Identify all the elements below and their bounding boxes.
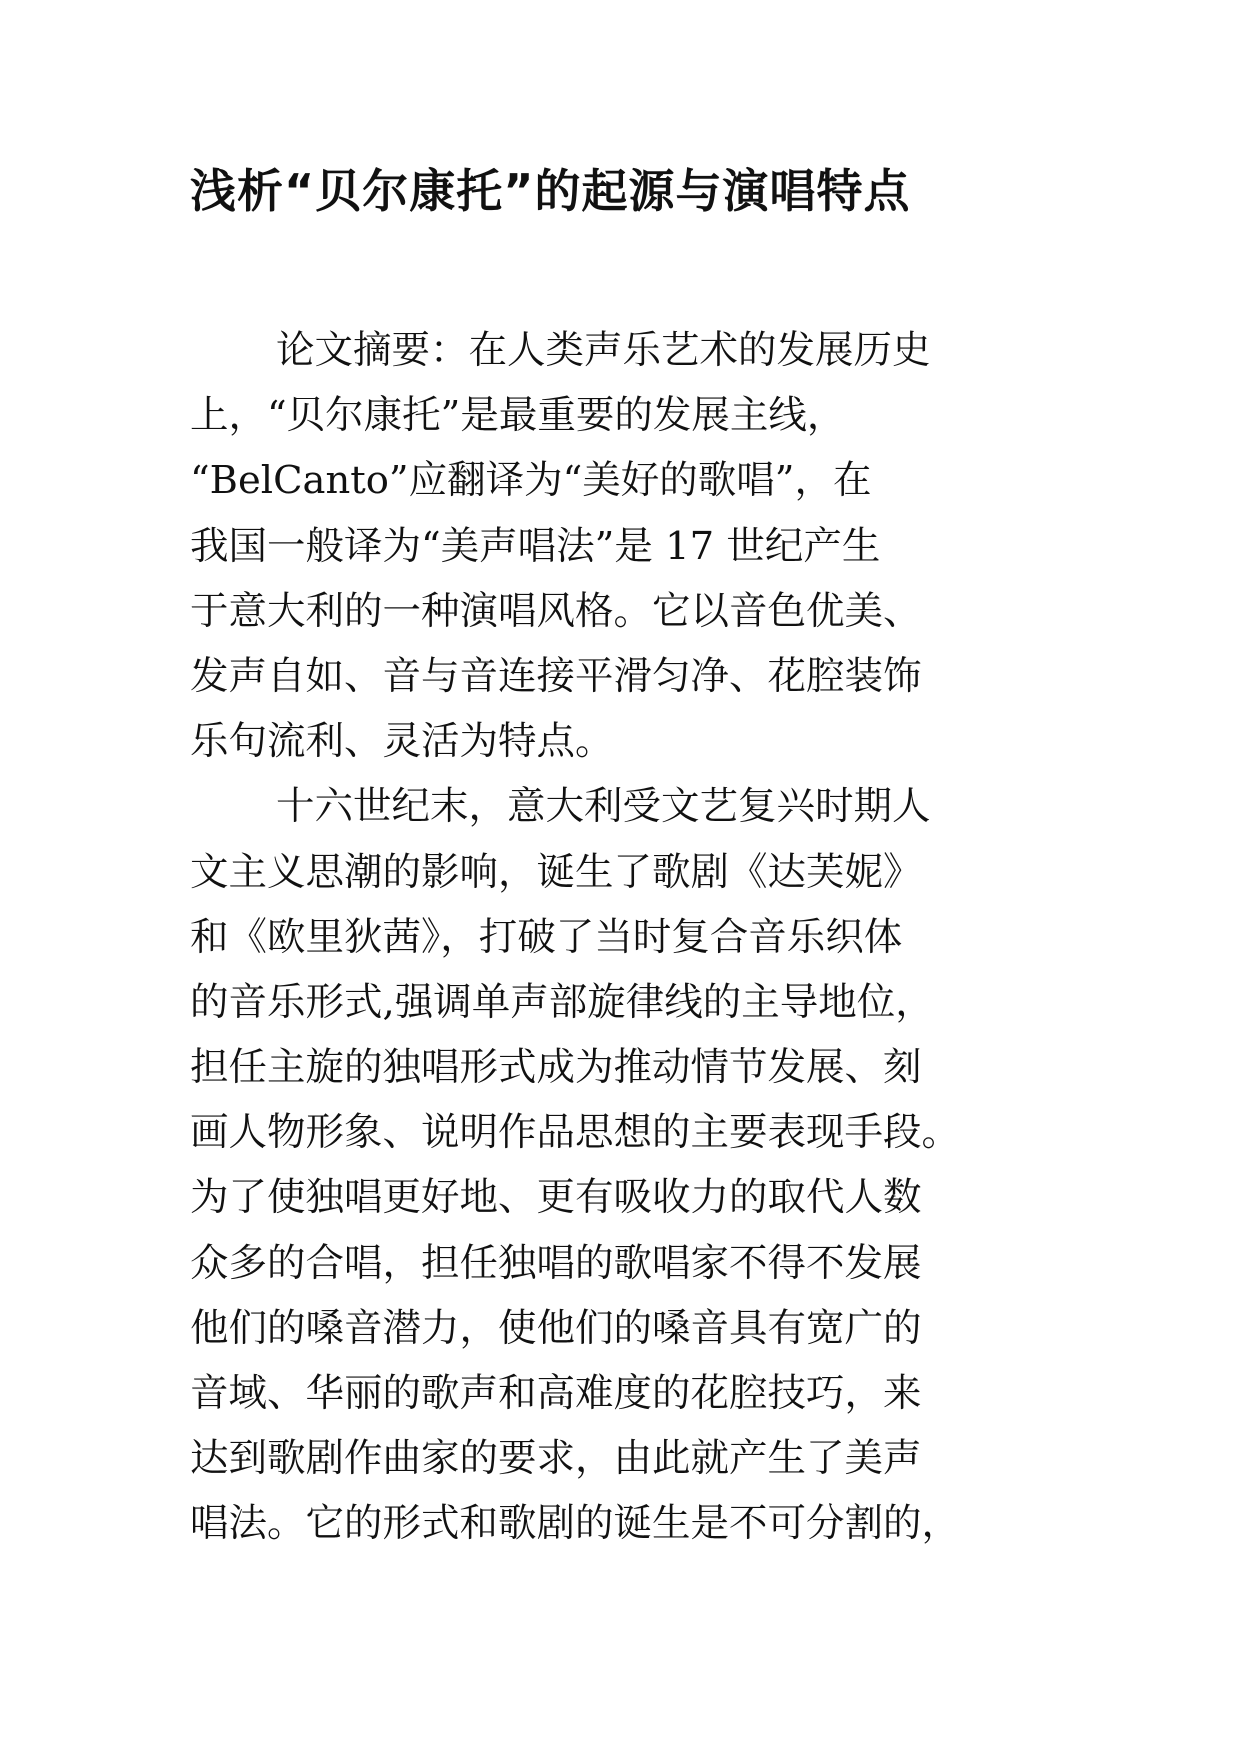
body-paragraph <box>190 774 1090 1556</box>
text-line: 发声自如、音与音连接平滑匀净、花腔装饰 <box>190 653 922 699</box>
text-line: “BelCanto”应翻译为“美好的歌唱”，在 <box>190 458 872 504</box>
text-line: 担任主旋的独唱形式成为推动情节发展、刻 <box>190 1045 922 1091</box>
text-line: 他们的嗓音潜力，使他们的嗓音具有宽广的 <box>190 1305 922 1351</box>
text-line: 达到歌剧作曲家的要求，由此就产生了美声 <box>190 1436 922 1482</box>
text-line: 和《欧里狄茜》，打破了当时复合音乐织体 <box>190 914 903 960</box>
text-line: 乐句流利、灵活为特点。 <box>190 719 614 765</box>
text-line: 唱法。它的形式和歌剧的诞生是不可分割的， <box>190 1501 961 1547</box>
document-body <box>190 318 1090 1557</box>
text-line: 音域、华丽的歌声和高难度的花腔技巧，来 <box>190 1371 922 1416</box>
text-line: 十六世纪末，意大利受文艺复兴时期人 <box>276 784 931 830</box>
text-line: 文主义思潮的影响，诞生了歌剧《达芙妮》 <box>190 849 922 895</box>
text-line: 论文摘要：在人类声乐艺术的发展历史 <box>276 328 931 373</box>
text-line: 上，“贝尔康托”是最重要的发展主线， <box>190 393 846 439</box>
text-line: 的音乐形式,强调单声部旋律线的主导地位， <box>190 979 934 1025</box>
abstract-paragraph <box>190 318 1090 774</box>
text-line: 为了使独唱更好地、更有吸收力的取代人数 <box>190 1175 922 1221</box>
text-line: 于意大利的一种演唱风格。它以音色优美、 <box>190 588 922 634</box>
text-line: 众多的合唱，担任独唱的歌唱家不得不发展 <box>190 1240 922 1286</box>
document-title: 浅析“贝尔康托”的起源与演唱特点 <box>190 164 911 218</box>
text-line: 画人物形象、说明作品思想的主要表现手段。 <box>190 1110 961 1156</box>
text-line: 我国一般译为“美声唱法”是 17 世纪产生 <box>190 523 881 569</box>
